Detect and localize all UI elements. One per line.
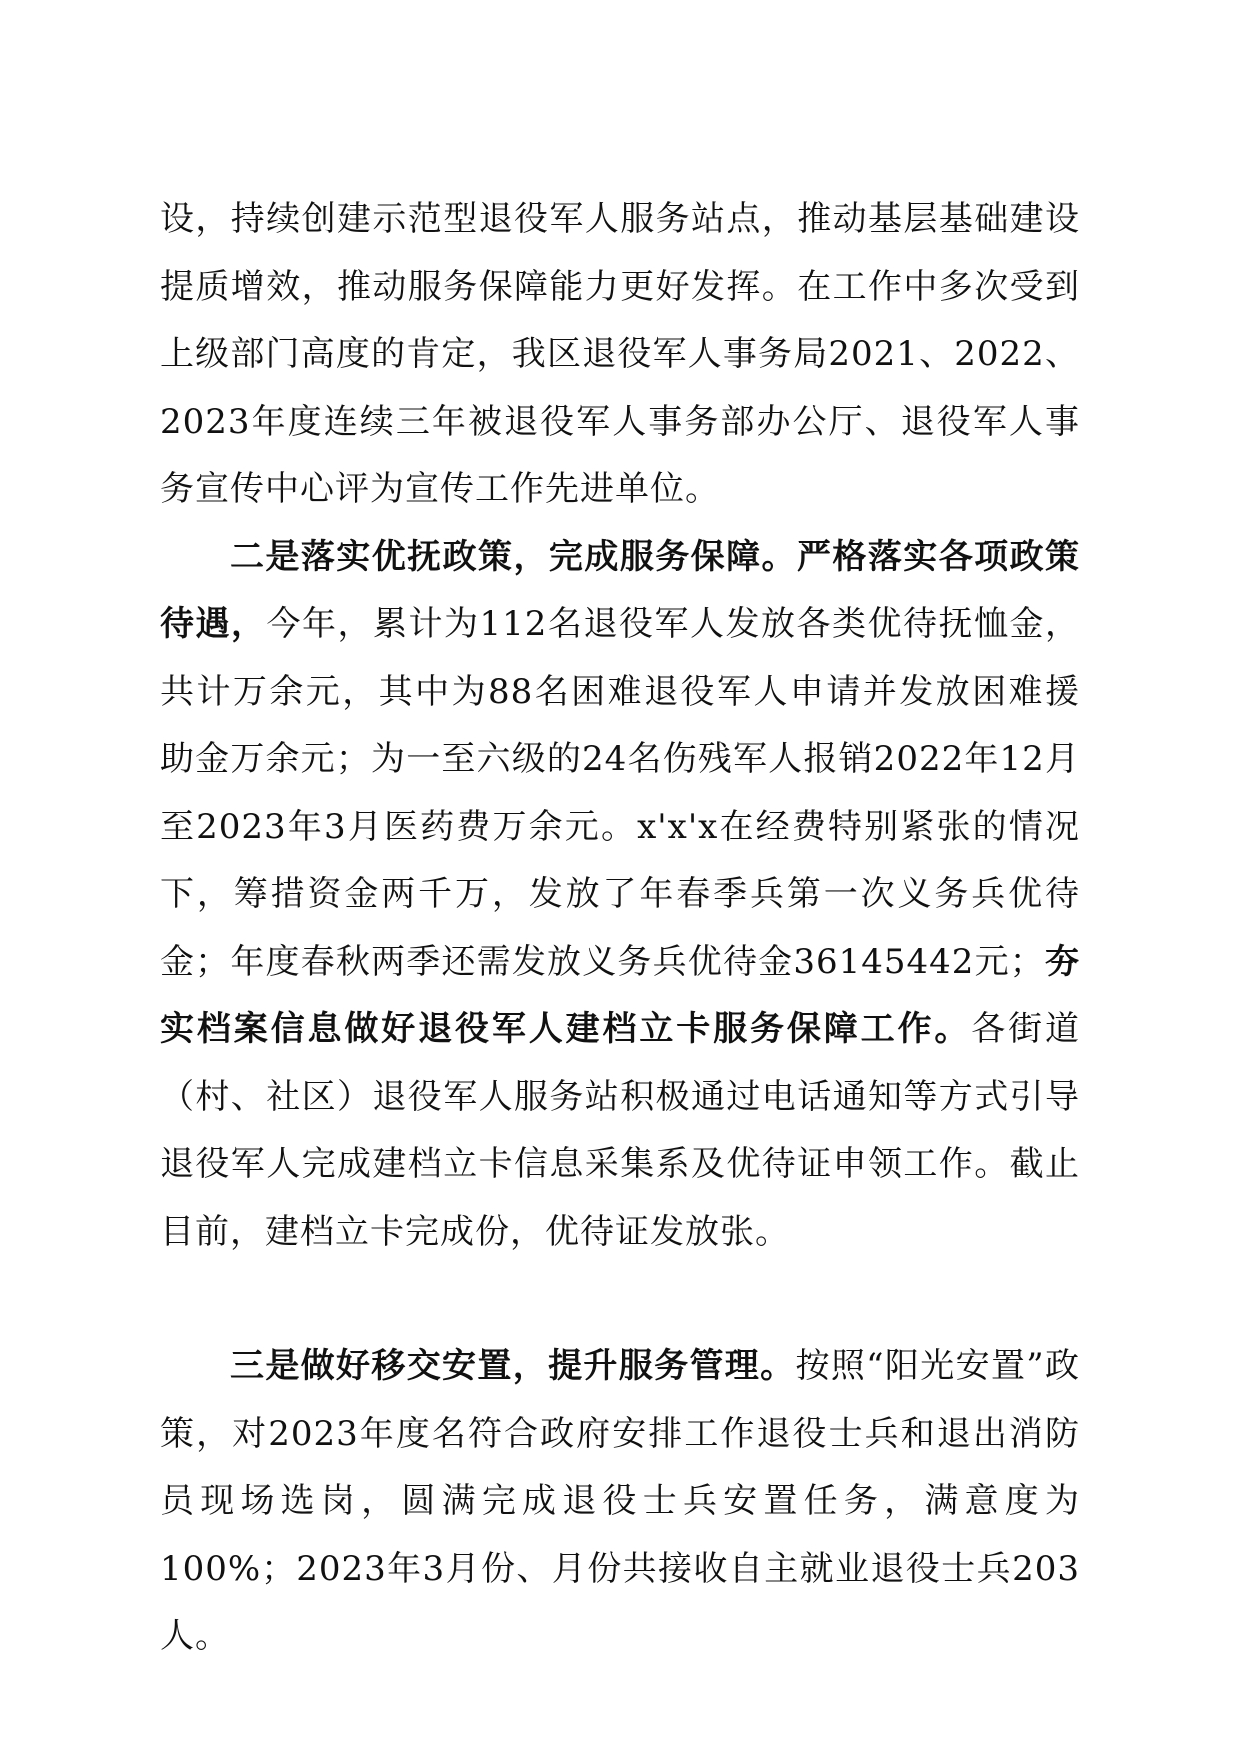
paragraph-text: 今年，累计为112名退役军人发放各类优待抚恤金，共计万余元，其中为88名困难退役军人申请并发放困难援助金万余元；为一至六级的24名伤残军人报销2022年12月至2023年3月医药费万余元。x'x'x在经费特别紧张的情况下，筹措资金两千万，发放了年春季兵第一次义务兵优待金；年度春秋两季还需发放义务兵优待金36145442元； <box>160 604 1080 982</box>
subheading-archive-info: 夯实档案信息做好退役军人建档立卡服务保障工作。 <box>160 941 1080 1049</box>
paragraph-text: 按照“阳光安置”政策，对2023年度名符合政府安排工作退役士兵和退出消防员现场选岗，圆满完成退役士兵安置任务，满意度为100%；2023年3月份、月份共接收自主就业退役士兵203人。 <box>160 1346 1081 1656</box>
section-heading-pension: 二是落实优抚政策，完成服务保障。 <box>230 536 797 577</box>
paragraph-text: 设，持续创建示范型退役军人服务站点，推动基层基础建设提质增效，推动服务保障能力更好发挥。在工作中多次受到上级部门高度的肯定，我区退役军人事务局2021、2022、2023年度连续三年被退役军人事务部办公厅、退役军人事务宣传中心评为宣传工作先进单位。 <box>160 199 1080 509</box>
document-page <box>160 186 1080 1671</box>
paragraph-pension-policy <box>160 524 1080 1267</box>
paragraph-intro-continuation <box>160 186 1080 524</box>
subheading-policy-benefits: 严格落实各项政策待遇， <box>160 536 1081 644</box>
section-heading-resettlement: 三是做好移交安置，提升服务管理。 <box>230 1346 796 1386</box>
paragraph-resettlement <box>160 1333 1080 1671</box>
paragraph-text: 各街道（村、社区）退役军人服务站积极通过电话通知等方式引导退役军人完成建档立卡信息采集系及优待证申领工作。截止目前，建档立卡完成份，优待证发放张。 <box>160 1009 1080 1252</box>
